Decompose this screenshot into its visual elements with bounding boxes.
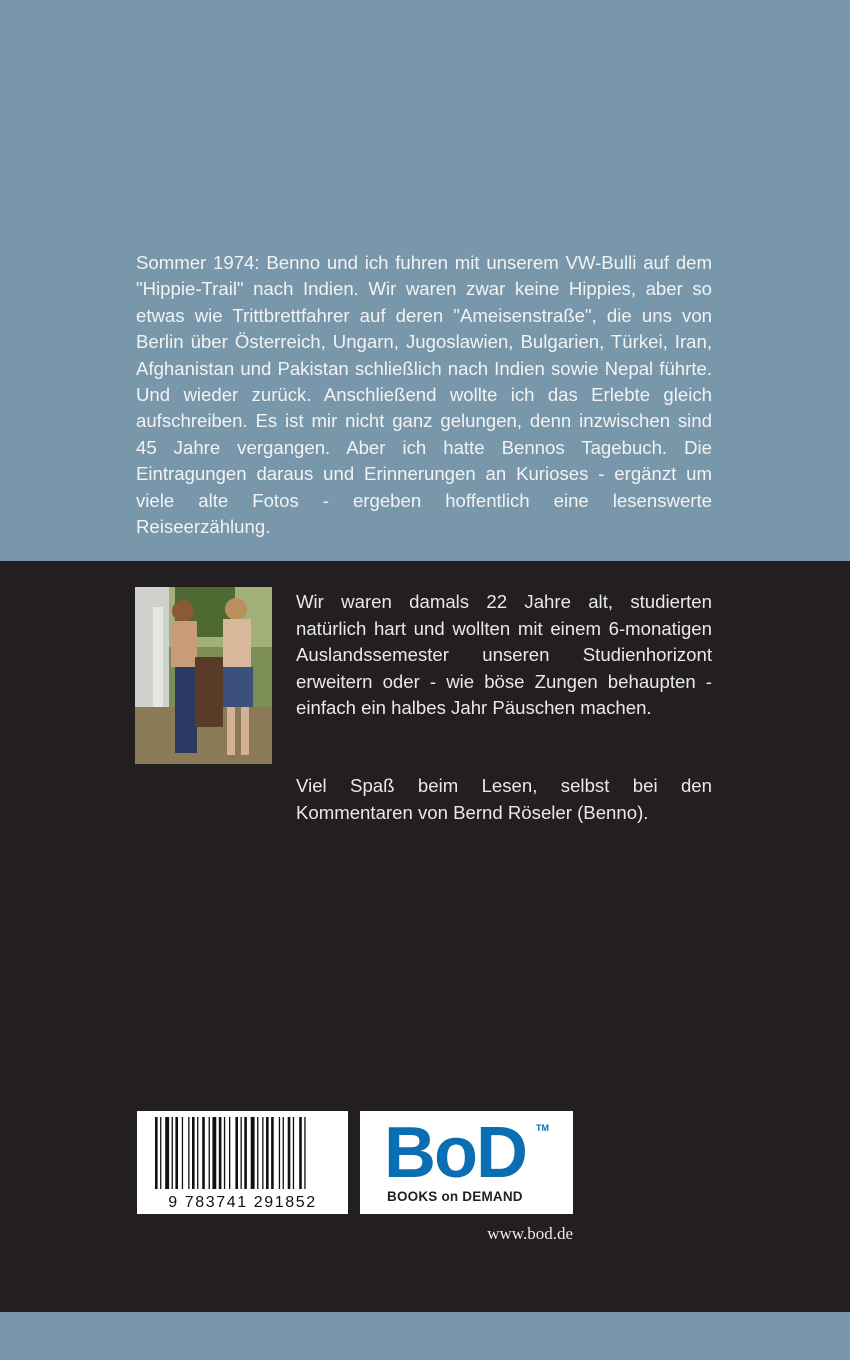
barcode-bar <box>212 1117 216 1189</box>
barcode-bar <box>209 1117 210 1189</box>
side-text-age: Wir waren damals 22 Jahre alt, studierten natürlich hart und wollten mit einem 6-monatigen Auslandssemester unseren Studienhorizont erweitern oder - wie böse Zungen behaupten - einfach ein halbes Jahr Päuschen machen. <box>296 591 712 719</box>
bod-logo: BoD <box>384 1113 526 1193</box>
barcode-bar <box>288 1117 291 1189</box>
barcode-bar <box>188 1117 189 1189</box>
barcode-bar <box>197 1117 198 1189</box>
barcode-bar <box>299 1117 302 1189</box>
barcode-bar <box>304 1117 305 1189</box>
publisher-url: www.bod.de <box>487 1224 573 1243</box>
barcode-bar <box>241 1117 242 1189</box>
bod-logo-box <box>360 1111 573 1214</box>
barcode-bar <box>271 1117 274 1189</box>
barcode-bar <box>219 1117 222 1189</box>
barcode-bar <box>229 1117 230 1189</box>
bod-trademark: TM <box>536 1123 549 1133</box>
barcode-bar <box>192 1117 195 1189</box>
bottom-strip <box>0 1312 850 1360</box>
barcode-bar <box>251 1117 255 1189</box>
bod-subtitle: BOOKS on DEMAND <box>387 1189 523 1204</box>
travel-photo-illustration <box>135 587 272 764</box>
isbn-barcode <box>137 1111 348 1214</box>
barcode-bar <box>160 1117 161 1189</box>
barcode-bar <box>283 1117 284 1189</box>
barcode-bars <box>137 1111 348 1193</box>
barcode-bar <box>202 1117 205 1189</box>
barcode-bar <box>244 1117 247 1189</box>
travel-photo <box>135 587 272 764</box>
barcode-bar <box>165 1117 169 1189</box>
barcode-bar <box>182 1117 183 1189</box>
barcode-bar <box>155 1117 158 1189</box>
barcode-bar <box>262 1117 263 1189</box>
barcode-bar <box>172 1117 173 1189</box>
side-text-enjoy: Viel Spaß beim Lesen, selbst bei den Kommentaren von Bernd Röseler (Benno). <box>296 775 712 823</box>
isbn-digits: 9 783741 291852 <box>168 1194 317 1211</box>
barcode-bar <box>175 1117 178 1189</box>
barcode-bar <box>266 1117 269 1189</box>
barcode-bar <box>257 1117 258 1189</box>
blurb-text: Sommer 1974: Benno und ich fuhren mit unserem VW-Bulli auf dem "Hippie-Trail" nach Indien. Wir waren zwar keine Hippies, aber so etwas wie Trittbrettfahrer auf deren "Ameisenstraße", die uns von Berlin über Österreich, Ungarn, Jugoslawien, Bulgarien, Türkei, Iran, Afghanistan und Pakistan schließlich nach Indien sowie Nepal führte. Und wieder zurück. Anschließend wollte ich das Erlebte gleich aufschreiben. Es ist mir nicht ganz gelungen, denn inzwischen sind 45 Jahre vergangen. Aber ich hatte Bennos Tagebuch. Die Eintragungen daraus und Erinnerungen an Kurioses - ergänzt um viele alte Fotos - ergeben hoffentlich eine lesenswerte Reiseerzählung. <box>136 252 712 538</box>
barcode-bar <box>235 1117 238 1189</box>
barcode-bar <box>224 1117 225 1189</box>
barcode-bar <box>293 1117 294 1189</box>
barcode-bar <box>279 1117 280 1189</box>
